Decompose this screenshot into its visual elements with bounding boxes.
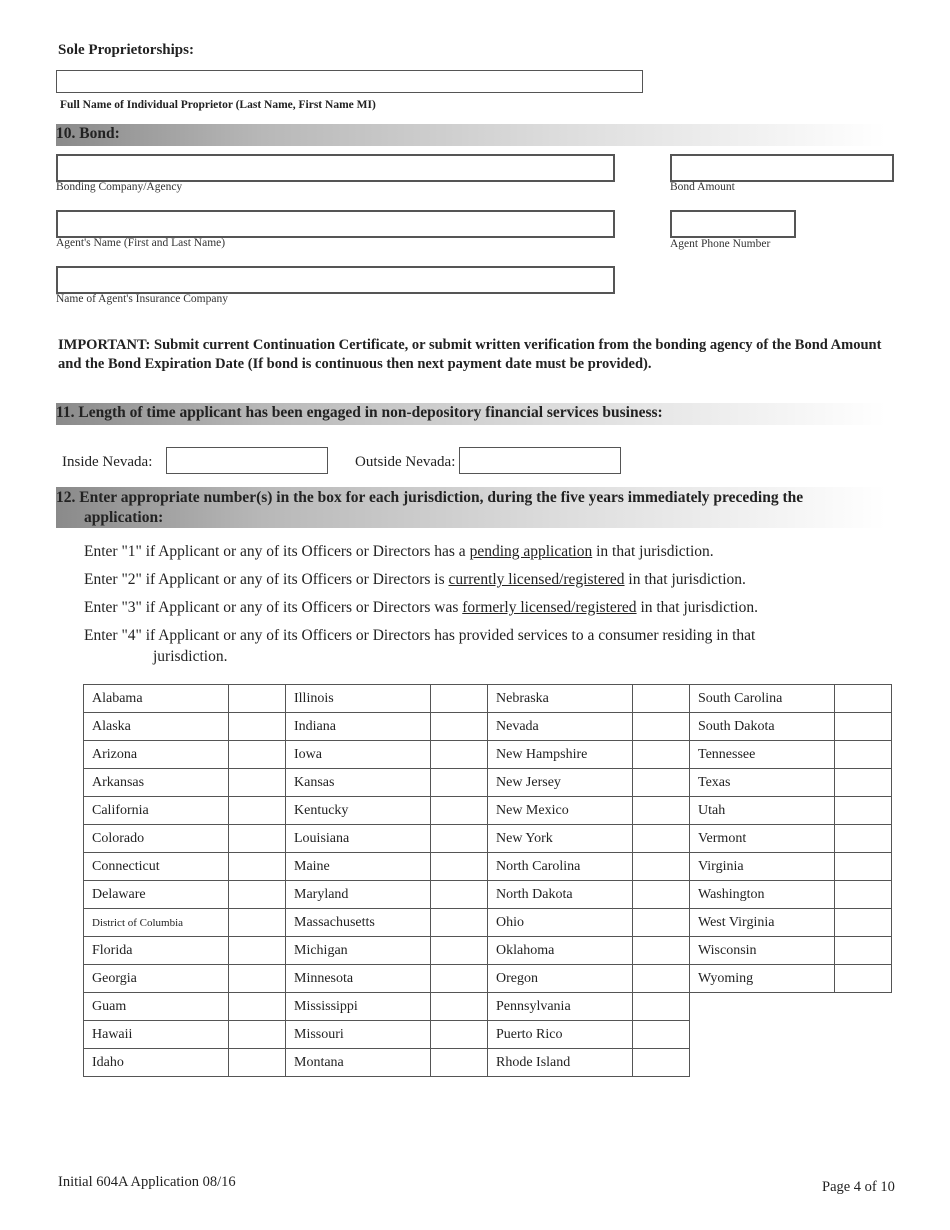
jurisdiction-name: North Dakota [488,881,633,909]
table-row [84,1021,892,1049]
table-row [84,881,892,909]
jurisdiction-name: Georgia [84,965,229,993]
jurisdiction-name: Alabama [84,685,229,713]
jurisdiction-value-input[interactable] [633,993,690,1021]
jurisdiction-name: Oregon [488,965,633,993]
jurisdiction-value-input[interactable] [229,713,286,741]
jurisdiction-value-input[interactable] [431,1049,488,1077]
outside-nevada-label: Outside Nevada: [355,454,456,470]
jurisdiction-name: Arkansas [84,769,229,797]
jurisdiction-name: Iowa [286,741,431,769]
jurisdiction-name: Montana [286,1049,431,1077]
jurisdiction-value-input[interactable] [835,825,892,853]
jurisdiction-name: New Jersey [488,769,633,797]
jurisdiction-value-input[interactable] [633,769,690,797]
jurisdiction-name: Tennessee [690,741,835,769]
jurisdiction-value-input[interactable] [633,713,690,741]
jurisdiction-value-input[interactable] [633,965,690,993]
jurisdiction-name: Nevada [488,713,633,741]
jurisdiction-name: Rhode Island [488,1049,633,1077]
jurisdiction-name: Vermont [690,825,835,853]
jurisdiction-value-input[interactable] [229,881,286,909]
jurisdiction-name: Illinois [286,685,431,713]
jurisdiction-value-input[interactable] [431,881,488,909]
bond-amount-label: Bond Amount [670,181,735,193]
table-row [84,741,892,769]
jurisdiction-name: Kansas [286,769,431,797]
jurisdiction-value-input[interactable] [835,965,892,993]
jurisdiction-name: North Carolina [488,853,633,881]
jurisdiction-value-input[interactable] [633,937,690,965]
jurisdiction-name: New Mexico [488,797,633,825]
jurisdiction-value-input[interactable] [229,1049,286,1077]
jurisdiction-name: South Carolina [690,685,835,713]
jurisdiction-name: Hawaii [84,1021,229,1049]
jurisdiction-value-input[interactable] [229,853,286,881]
jurisdiction-value-input[interactable] [431,797,488,825]
jurisdiction-name: New York [488,825,633,853]
jurisdiction-name: Connecticut [84,853,229,881]
instruction-rule-4-line2: jurisdiction. [153,648,228,665]
jurisdiction-name: Louisiana [286,825,431,853]
jurisdiction-name: Maryland [286,881,431,909]
jurisdiction-name: Maine [286,853,431,881]
jurisdiction-name: Florida [84,937,229,965]
jurisdiction-name: Alaska [84,713,229,741]
section-11-title: 11. Length of time applicant has been engaged in non-depository financial services business: [56,404,663,421]
jurisdiction-name: Wisconsin [690,937,835,965]
jurisdiction-value-input[interactable] [431,965,488,993]
jurisdiction-value-input[interactable] [633,1021,690,1049]
jurisdiction-value-input[interactable] [633,1049,690,1077]
bond-important-note: IMPORTANT: Submit current Continuation Certificate, or submit written verification from the bonding agency of the Bond Amount and the Bond Expiration Date (If bond is continuous then next payment date must be provided). [58,337,882,372]
section-12-title-line2: application: [84,509,164,526]
jurisdiction-value-input[interactable] [229,993,286,1021]
jurisdiction-value-input[interactable] [633,797,690,825]
jurisdiction-value-input[interactable] [633,909,690,937]
jurisdiction-value-input[interactable] [633,685,690,713]
bonding-company-label: Bonding Company/Agency [56,181,183,193]
jurisdiction-name: Pennsylvania [488,993,633,1021]
jurisdiction-value-input[interactable] [431,769,488,797]
jurisdiction-name: Virginia [690,853,835,881]
jurisdiction-name: District of Columbia [84,909,229,937]
jurisdiction-name: Minnesota [286,965,431,993]
jurisdiction-name: Arizona [84,741,229,769]
jurisdiction-value-input[interactable] [229,741,286,769]
jurisdiction-name: Washington [690,881,835,909]
table-row [84,769,892,797]
jurisdiction-value-input[interactable] [633,825,690,853]
jurisdiction-value-input[interactable] [229,937,286,965]
table-row [84,993,892,1021]
jurisdiction-value-input[interactable] [229,769,286,797]
jurisdiction-value-input[interactable] [229,1021,286,1049]
section-10-title: 10. Bond: [56,125,120,142]
jurisdiction-name: Oklahoma [488,937,633,965]
instruction-rule-4-line1: Enter "4" if Applicant or any of its Officers or Directors has provided services to a consumer residing in that [84,627,756,644]
jurisdiction-value-input[interactable] [835,909,892,937]
jurisdiction-name: Kentucky [286,797,431,825]
section-12-header [56,487,886,528]
jurisdiction-name: California [84,797,229,825]
agent-phone-label: Agent Phone Number [670,238,771,250]
agent-name-input[interactable] [56,210,615,238]
jurisdiction-value-input[interactable] [633,881,690,909]
jurisdiction-name: Texas [690,769,835,797]
bond-amount-input[interactable] [670,154,894,182]
jurisdiction-name: Massachusetts [286,909,431,937]
jurisdiction-name: Nebraska [488,685,633,713]
jurisdiction-value-input[interactable] [431,741,488,769]
jurisdiction-value-input[interactable] [835,713,892,741]
jurisdiction-value-input[interactable] [835,881,892,909]
agent-insurance-input[interactable] [56,266,615,294]
jurisdiction-value-input[interactable] [431,685,488,713]
jurisdiction-table [83,684,892,1077]
jurisdiction-value-input[interactable] [431,853,488,881]
jurisdiction-value-input[interactable] [835,685,892,713]
proprietor-name-label: Full Name of Individual Proprietor (Last Name, First Name MI) [60,99,376,111]
jurisdiction-name: Guam [84,993,229,1021]
table-row [84,965,892,993]
table-row [84,1049,892,1077]
instruction-rule-3: Enter "3" if Applicant or any of its Officers or Directors was formerly licensed/registered in that jurisdiction. [84,599,758,616]
jurisdiction-value-input[interactable] [229,909,286,937]
outside-nevada-input[interactable] [459,447,621,474]
agent-phone-input[interactable] [670,210,796,238]
jurisdiction-name: Delaware [84,881,229,909]
jurisdiction-name: Idaho [84,1049,229,1077]
agent-insurance-label: Name of Agent's Insurance Company [56,293,228,305]
jurisdiction-value-input[interactable] [229,825,286,853]
table-row [84,685,892,713]
jurisdiction-value-input[interactable] [229,685,286,713]
jurisdiction-name: Ohio [488,909,633,937]
sole-proprietorships-heading: Sole Proprietorships: [58,42,194,58]
jurisdiction-name: Missouri [286,1021,431,1049]
jurisdiction-value-input[interactable] [835,797,892,825]
agent-name-label: Agent's Name (First and Last Name) [56,237,226,249]
jurisdiction-value-input[interactable] [229,797,286,825]
jurisdiction-value-input[interactable] [633,741,690,769]
jurisdiction-value-input[interactable] [431,1021,488,1049]
inside-nevada-label: Inside Nevada: [62,454,153,470]
table-row [84,853,892,881]
jurisdiction-value-input[interactable] [431,909,488,937]
jurisdiction-name: Colorado [84,825,229,853]
jurisdiction-value-input[interactable] [835,769,892,797]
jurisdiction-value-input[interactable] [835,937,892,965]
table-row [84,713,892,741]
table-row [84,797,892,825]
jurisdiction-name: South Dakota [690,713,835,741]
jurisdiction-value-input[interactable] [431,713,488,741]
table-row [84,909,892,937]
inside-nevada-input[interactable] [166,447,328,474]
jurisdiction-name: New Hampshire [488,741,633,769]
jurisdiction-value-input[interactable] [431,993,488,1021]
jurisdiction-name: Wyoming [690,965,835,993]
section-12-title-line1: 12. Enter appropriate number(s) in the box for each jurisdiction, during the five years immediately preceding the [56,489,804,506]
jurisdiction-name: Utah [690,797,835,825]
jurisdiction-name: Mississippi [286,993,431,1021]
section-10-bond-header [56,124,886,146]
jurisdiction-name: Puerto Rico [488,1021,633,1049]
proprietor-name-input[interactable] [56,70,643,93]
bonding-company-input[interactable] [56,154,615,182]
page-number: Page 4 of 10 [822,1179,895,1195]
jurisdiction-value-input[interactable] [633,853,690,881]
instruction-rule-2: Enter "2" if Applicant or any of its Officers or Directors is currently licensed/registered in that jurisdiction. [84,571,746,588]
jurisdiction-name: West Virginia [690,909,835,937]
jurisdiction-value-input[interactable] [835,741,892,769]
jurisdiction-name: Michigan [286,937,431,965]
section-11-header [56,403,886,425]
jurisdiction-value-input[interactable] [431,825,488,853]
jurisdiction-value-input[interactable] [229,965,286,993]
jurisdiction-value-input[interactable] [835,853,892,881]
instruction-rule-1: Enter "1" if Applicant or any of its Officers or Directors has a pending application in that jurisdiction. [84,543,714,560]
form-id-footer: Initial 604A Application 08/16 [58,1174,236,1190]
table-row [84,825,892,853]
jurisdiction-name: Indiana [286,713,431,741]
table-row [84,937,892,965]
jurisdiction-value-input[interactable] [431,937,488,965]
